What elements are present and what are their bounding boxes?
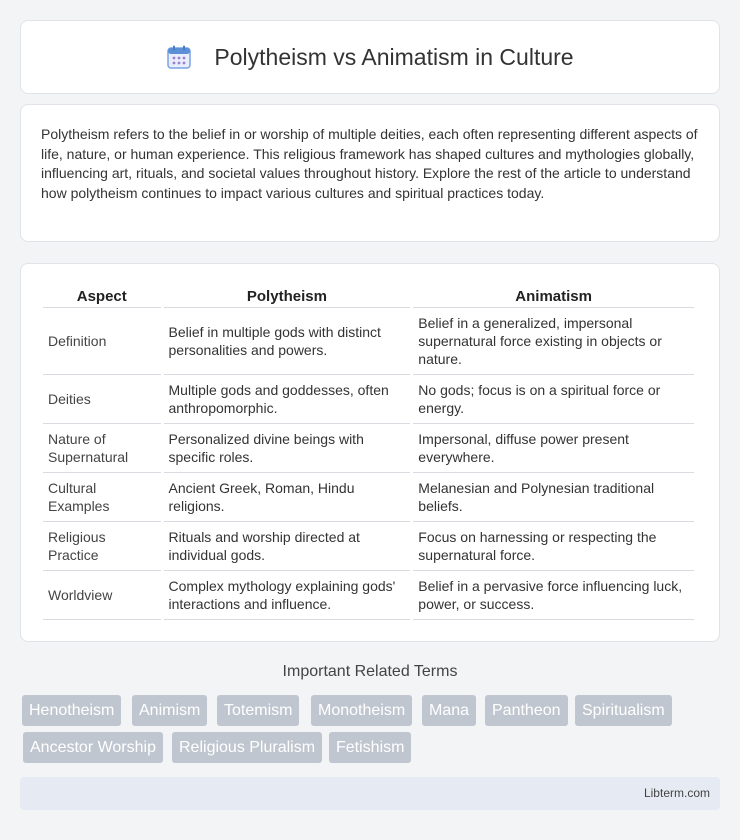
table-row (43, 308, 694, 375)
table-cell-animatism: Impersonal, diffuse power present everywhere. (413, 424, 694, 473)
page-title: Polytheism vs Animatism in Culture (214, 43, 574, 70)
table-cell-animatism: No gods; focus is on a spiritual force or energy. (413, 375, 694, 424)
footer (20, 777, 720, 810)
term-tag[interactable]: Totemism (217, 695, 299, 726)
table-cell-aspect: Worldview (43, 571, 161, 620)
table-cell-aspect: Definition (43, 308, 161, 375)
table-cell-animatism: Focus on harnessing or respecting the supernatural force. (413, 522, 694, 571)
table-cell-animatism: Belief in a pervasive force influencing luck, power, or success. (413, 571, 694, 620)
term-tag[interactable]: Religious Pluralism (172, 732, 322, 763)
table-cell-polytheism: Multiple gods and goddesses, often anthropomorphic. (164, 375, 411, 424)
related-terms-title: Important Related Terms (282, 663, 458, 680)
table-cell-polytheism: Rituals and worship directed at individual gods. (164, 522, 411, 571)
header-aspect: Aspect (43, 286, 161, 308)
term-tag[interactable]: Monotheism (311, 695, 412, 726)
table-cell-aspect: Religious Practice (43, 522, 161, 571)
table-row (43, 571, 694, 620)
header-polytheism: Polytheism (164, 286, 411, 308)
table-cell-polytheism: Ancient Greek, Roman, Hindu religions. (164, 473, 411, 522)
table-cell-polytheism: Personalized divine beings with specific roles. (164, 424, 411, 473)
comparison-table (40, 286, 697, 620)
table-cell-aspect: Cultural Examples (43, 473, 161, 522)
table-cell-animatism: Melanesian and Polynesian traditional beliefs. (413, 473, 694, 522)
header-animatism: Animatism (413, 286, 694, 308)
table-cell-polytheism: Complex mythology explaining gods' interactions and influence. (164, 571, 411, 620)
term-tag[interactable]: Ancestor Worship (23, 732, 163, 763)
comparison-table-card (20, 263, 720, 642)
table-row (43, 473, 694, 522)
table-cell-polytheism: Belief in multiple gods with distinct personalities and powers. (164, 308, 411, 375)
term-tag[interactable]: Animism (132, 695, 207, 726)
intro-text: Polytheism refers to the belief in or worship of multiple deities, each often representing different aspects of life, nature, or human experience. This religious framework has shaped cultures and mythologies globally, influencing art, rituals, and societal values throughout history. Explore the rest of the article to understand how polytheism continues to impact various cultures and spiritual practices today. (41, 126, 698, 201)
table-row (43, 375, 694, 424)
table-cell-animatism: Belief in a generalized, impersonal supernatural force existing in objects or nature. (413, 308, 694, 375)
term-tag[interactable]: Spiritualism (575, 695, 672, 726)
intro-card (20, 104, 720, 242)
footer-site-link[interactable]: Libterm.com (643, 786, 710, 800)
table-cell-aspect: Deities (43, 375, 161, 424)
term-tag[interactable]: Henotheism (22, 695, 121, 726)
term-tag[interactable]: Fetishism (329, 732, 411, 763)
term-tag[interactable]: Pantheon (485, 695, 568, 726)
term-tag[interactable]: Mana (422, 695, 476, 726)
table-row (43, 424, 694, 473)
table-header-row (43, 286, 694, 308)
table-row (43, 522, 694, 571)
table-cell-aspect: Nature of Supernatural (43, 424, 161, 473)
title-card (20, 20, 720, 94)
calendar-icon (166, 44, 192, 70)
